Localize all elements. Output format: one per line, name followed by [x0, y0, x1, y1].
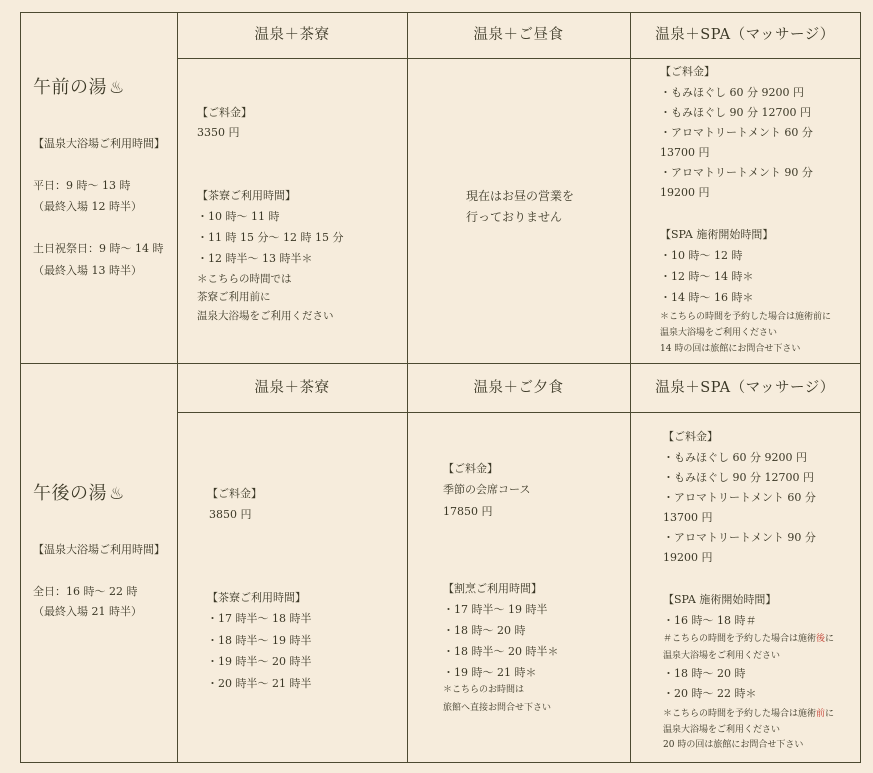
header-divider-morning [177, 58, 861, 60]
column-header: 温泉＋SPA（マッサージ） [655, 379, 835, 396]
time-slot: ・16 時～ 18 時＃ [663, 614, 757, 627]
footnote-text: に [825, 633, 835, 644]
price-line: ・アロマトリートメント 90 分 [663, 531, 816, 544]
price-label: 【ご料金】 [207, 487, 262, 500]
lunch-notice: 行っておりません [466, 210, 563, 224]
column-divider [407, 12, 409, 764]
time-slot: ・18 時半～ 20 時半＊ [443, 645, 559, 658]
price-label: 【ご料金】 [660, 65, 715, 78]
footnote: 温泉大浴場をご利用ください [663, 724, 781, 735]
table-border-right [860, 12, 862, 764]
time-slot: ・18 時～ 20 時 [443, 624, 526, 637]
section-divider [20, 363, 861, 365]
footnote-after-treatment [663, 633, 834, 646]
morning-saryo-cell [177, 58, 407, 363]
footnote: 旅館へ直接お問合せ下さい [443, 702, 552, 713]
bath-hours-label: 【温泉大浴場ご利用時間】 [33, 137, 165, 150]
hours-label: 【割烹ご利用時間】 [443, 582, 542, 595]
price-line: ・もみほぐし 60 分 9200 円 [660, 86, 804, 99]
time-slot: ・11 時 15 分～ 12 時 15 分 [197, 231, 344, 244]
hours-label: 【茶寮ご利用時間】 [197, 189, 296, 202]
column-header: 温泉＋茶寮 [254, 379, 330, 396]
footnote: 20 時の回は旅館にお問合せ下さい [663, 739, 804, 750]
bath-last-entry: （最終入場 21 時半） [33, 605, 142, 618]
price-line: ・アロマトリートメント 60 分 [663, 491, 816, 504]
price-line: ・アロマトリートメント 90 分 [660, 166, 813, 179]
morning-header-spa [630, 12, 860, 58]
footnote: ＊こちらのお時間は [443, 684, 525, 695]
afternoon-bath-cell [20, 363, 177, 762]
price-label: 【ご料金】 [663, 430, 718, 443]
time-slot: ・19 時半～ 20 時半 [207, 655, 312, 668]
table-border-left [20, 12, 22, 764]
time-slot: ・10 時～ 12 時 [660, 249, 743, 262]
footnote: 14 時の回は旅館にお問合せ下さい [660, 343, 801, 354]
price-line: 19200 円 [660, 186, 710, 199]
footnote-emphasis: 後 [816, 633, 826, 644]
afternoon-section-title: 午後の湯 [33, 483, 107, 504]
time-slot: ・18 時半～ 19 時半 [207, 634, 312, 647]
morning-lunch-cell [407, 58, 630, 363]
footnote-text: に [825, 708, 835, 719]
time-slot: ・17 時半～ 18 時半 [207, 612, 312, 625]
footnote-text: ＊こちらの時間を予約した場合は施術 [663, 708, 817, 719]
column-divider [630, 12, 632, 764]
price-line: 13700 円 [660, 146, 710, 159]
price-value: 3850 円 [209, 508, 252, 521]
hours-label: 【SPA 施術開始時間】 [660, 228, 774, 241]
time-slot: ・17 時半～ 19 時半 [443, 603, 548, 616]
column-header: 温泉＋SPA（マッサージ） [655, 27, 835, 43]
table-border-top [20, 12, 861, 14]
hours-label: 【茶寮ご利用時間】 [207, 591, 306, 604]
footnote: ＊こちらの時間では [197, 272, 292, 285]
footnote-text: ＃こちらの時間を予約した場合は施術 [663, 633, 817, 644]
time-slot: ・14 時～ 16 時＊ [660, 291, 754, 304]
hours-label: 【SPA 施術開始時間】 [663, 593, 777, 606]
price-label: 【ご料金】 [443, 462, 498, 475]
time-slot: ・20 時～ 22 時＊ [663, 687, 757, 700]
footnote: 温泉大浴場をご利用ください [663, 650, 781, 661]
time-slot: ・12 時半～ 13 時半＊ [197, 252, 313, 265]
morning-spa-cell [630, 58, 860, 363]
time-slot: ・19 時～ 21 時＊ [443, 666, 537, 679]
afternoon-header-dinner [407, 363, 630, 412]
afternoon-header-spa [630, 363, 860, 412]
morning-section-title: 午前の湯 [33, 77, 107, 98]
footnote: 茶寮ご利用前に [197, 290, 271, 303]
price-line: ・もみほぐし 90 分 12700 円 [663, 471, 814, 484]
footnote: 温泉大浴場をご利用ください [660, 327, 778, 338]
column-header: 温泉＋ご夕食 [473, 379, 564, 396]
time-slot: ・20 時半～ 21 時半 [207, 677, 312, 690]
column-header: 温泉＋ご昼食 [473, 27, 564, 43]
afternoon-section-heading [33, 482, 125, 506]
time-slot: ・18 時～ 20 時 [663, 667, 746, 680]
price-line: 19200 円 [663, 551, 713, 564]
bath-hours-weekday: 平日：9 時～ 13 時 [33, 179, 131, 192]
bath-hours-all-days: 全日：16 時～ 22 時 [33, 585, 138, 598]
price-line: ・もみほぐし 60 分 9200 円 [663, 451, 807, 464]
price-value: 17850 円 [443, 505, 493, 518]
table-border-bottom [20, 762, 861, 764]
course-name: 季節の会席コース [443, 483, 531, 496]
morning-section-heading [33, 76, 125, 100]
afternoon-header-saryo [177, 363, 407, 412]
afternoon-dinner-cell [407, 412, 630, 762]
price-value: 3350 円 [197, 126, 240, 139]
footnote-before-treatment [663, 708, 834, 721]
morning-header-lunch [407, 12, 630, 58]
footnote: 温泉大浴場をご利用ください [197, 309, 334, 322]
column-header: 温泉＋茶寮 [254, 27, 330, 43]
time-slot: ・12 時～ 14 時＊ [660, 270, 754, 283]
footnote: ＊こちらの時間を予約した場合は施術前に [660, 311, 832, 322]
price-line: ・アロマトリートメント 60 分 [660, 126, 813, 139]
bath-last-entry-holiday: （最終入場 13 時半） [33, 264, 142, 277]
afternoon-saryo-cell [177, 412, 407, 762]
lunch-notice: 現在はお昼の営業を [466, 189, 575, 203]
header-divider-afternoon [177, 412, 861, 414]
bath-hours-label: 【温泉大浴場ご利用時間】 [33, 543, 165, 556]
price-line: ・もみほぐし 90 分 12700 円 [660, 106, 811, 119]
bath-last-entry-weekday: （最終入場 12 時半） [33, 200, 142, 213]
afternoon-spa-cell [630, 412, 860, 762]
morning-header-saryo [177, 12, 407, 58]
price-label: 【ご料金】 [197, 106, 252, 119]
column-divider [177, 12, 179, 764]
footnote-emphasis: 前 [816, 708, 826, 719]
morning-bath-cell [20, 12, 177, 363]
price-line: 13700 円 [663, 511, 713, 524]
bath-hours-holiday: 土日祝祭日：9 時～ 14 時 [33, 242, 164, 255]
hot-spring-icon [109, 76, 125, 100]
hot-spring-icon [109, 482, 125, 506]
time-slot: ・10 時～ 11 時 [197, 210, 280, 223]
